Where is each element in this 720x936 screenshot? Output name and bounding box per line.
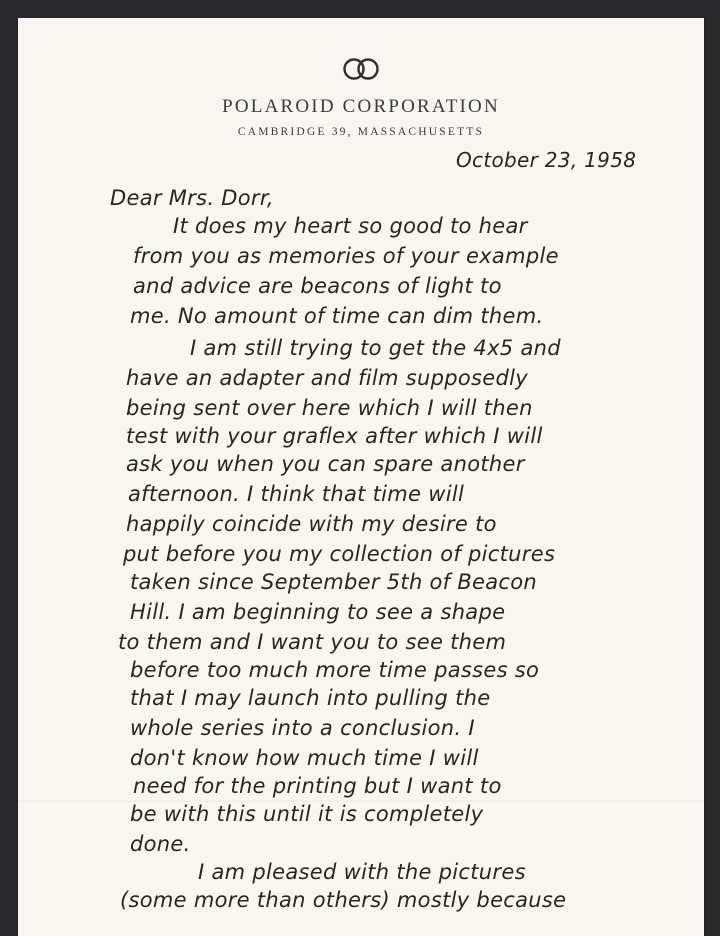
- letter-line: I am still trying to get the 4x5 and: [190, 336, 561, 360]
- letter-line: happily coincide with my desire to: [126, 512, 497, 536]
- letter-date: October 23, 1958: [456, 148, 637, 172]
- letter-line: and advice are beacons of light to: [133, 274, 502, 298]
- letter-line: don't know how much time I will: [130, 746, 479, 770]
- letter-line: that I may launch into pulling the: [130, 686, 491, 710]
- letter-line: It does my heart so good to hear: [173, 214, 528, 238]
- letter-line: need for the printing but I want to: [133, 774, 502, 798]
- letter-line: have an adapter and film supposedly: [126, 366, 529, 390]
- company-name: POLAROID CORPORATION: [222, 96, 500, 117]
- letter-line: to them and I want you to see them: [118, 630, 507, 654]
- letter-line: (some more than others) mostly because: [120, 888, 567, 912]
- polaroid-logo-icon: [338, 56, 384, 82]
- letter-line: me. No amount of time can dim them.: [130, 304, 544, 328]
- letter-line: done.: [130, 832, 191, 856]
- letter-page: [18, 18, 704, 936]
- letter-line: afternoon. I think that time will: [128, 482, 465, 506]
- salutation: Dear Mrs. Dorr,: [110, 186, 274, 210]
- letter-line: taken since September 5th of Beacon: [130, 570, 538, 594]
- letter-line: Hill. I am beginning to see a shape: [130, 600, 506, 624]
- letter-line: from you as memories of your example: [133, 244, 559, 268]
- letter-line: be with this until it is completely: [130, 802, 484, 826]
- letter-line: being sent over here which I will then: [126, 396, 533, 420]
- letter-line: put before you my collection of pictures: [123, 542, 556, 566]
- company-address: CAMBRIDGE 39, MASSACHUSETTS: [237, 126, 485, 138]
- letter-line: test with your graflex after which I will: [126, 424, 543, 448]
- letter-line: whole series into a conclusion. I: [130, 716, 475, 740]
- letter-line: I am pleased with the pictures: [198, 860, 526, 884]
- letter-line: ask you when you can spare another: [126, 452, 525, 476]
- letter-line: before too much more time passes so: [130, 658, 540, 682]
